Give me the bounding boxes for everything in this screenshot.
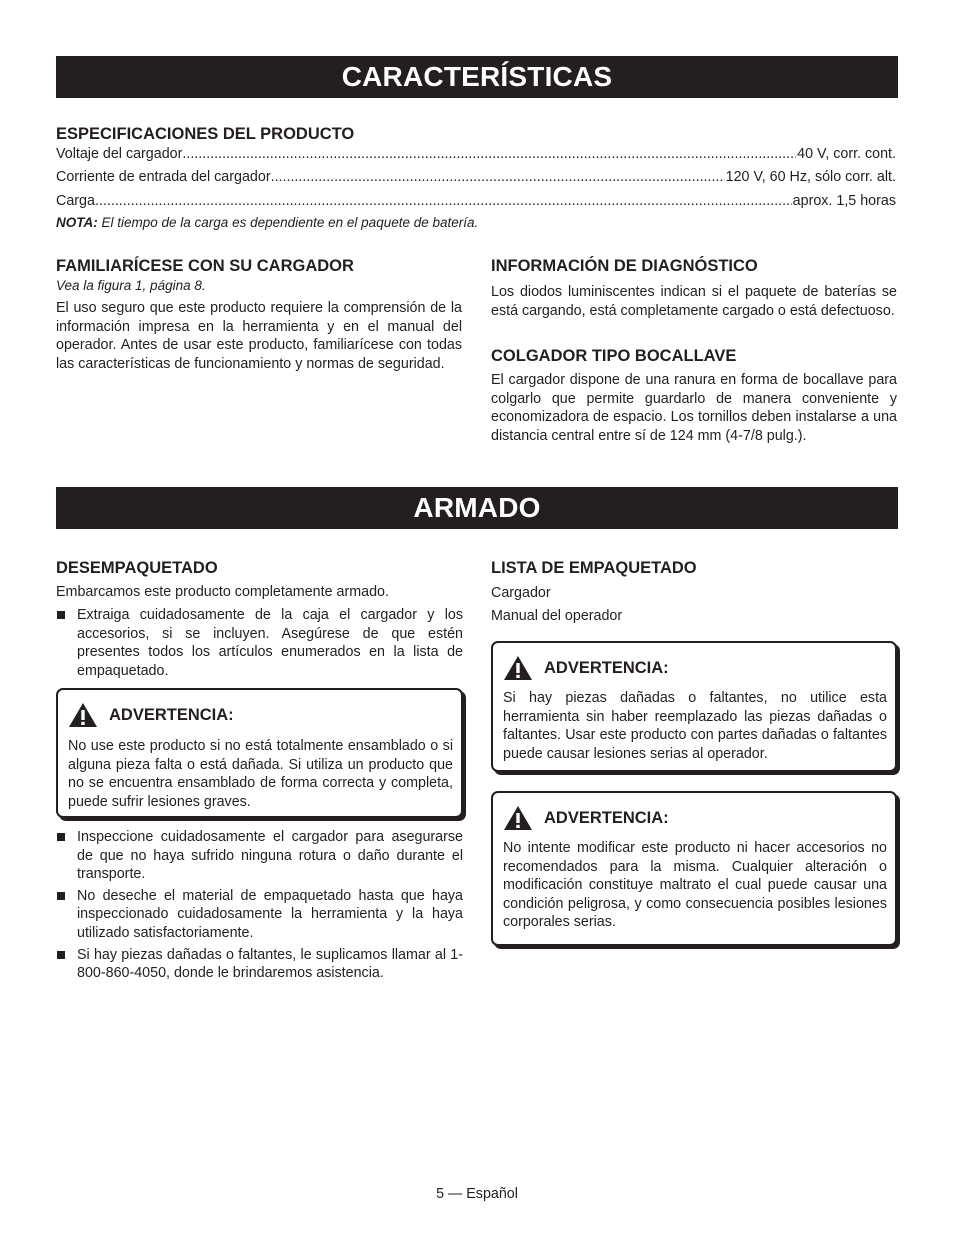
square-bullet-icon [57, 892, 65, 900]
spec-row [56, 145, 896, 163]
list-item-text: Extraiga cuidadosamente de la caja el cargador y los accesorios, si se incluyen. Asegúrese de que estén presentes todos los artículos enumerados en la lista de empaquetado. [77, 607, 463, 679]
warning-header [68, 702, 234, 728]
spec-row [56, 168, 896, 186]
bullet-list [56, 606, 463, 683]
spec-row [56, 192, 896, 210]
list-item [56, 887, 463, 943]
colgador-body: El cargador dispone de una ranura en forma de bocallave para colgarlo que permite guardarlo de manera conveniente y economizadora de espacio. Los tornillos deben instalarse a una distancia central entre sí de 124 mm (4-7/8 pulg.). [491, 372, 897, 444]
warning-text: No use este producto si no está totalmente ensamblado o si alguna pieza falta o está dañada. Si utiliza un producto que no se encuentra ensamblado de forma correcta y completa, puede sufrir lesiones graves. [68, 738, 453, 810]
desempaquetado-heading: DESEMPAQUETADO [56, 559, 218, 577]
lista-item: Cargador [491, 585, 551, 601]
list-item-text: Si hay piezas dañadas o faltantes, le suplicamos llamar al 1-800-860-4050, donde le brindaremos asistencia. [77, 946, 463, 982]
warning-header [503, 655, 669, 681]
square-bullet-icon [57, 951, 65, 959]
warning-text: Si hay piezas dañadas o faltantes, no utilice esta herramienta sin haber reemplazado las piezas dañadas o faltantes. Usar este producto con partes dañadas o faltantes puede causar lesiones serias al operador. [503, 690, 887, 762]
spec-label: Carga [56, 193, 95, 209]
warning-text: No intente modificar este producto ni hacer accesorios no recomendados para la misma. Cualquier alteración o modificación constituye maltrato el cual puede causar una condición peligrosa, y como consecuencia posibles lesiones corporales serias. [503, 840, 887, 931]
diagnostico-body: Los diodos luminiscentes indican si el paquete de baterías se está cargando, está completamente cargado o está defectuoso. [491, 284, 897, 319]
list-item-text: Inspeccione cuidadosamente el cargador para asegurarse de que no haya sufrido ninguna rotura o daño durante el transporte. [77, 829, 463, 883]
spec-label: Corriente de entrada del cargador [56, 169, 271, 185]
diagnostico-heading: INFORMACIÓN DE DIAGNÓSTICO [491, 257, 758, 275]
section-banner-caracteristicas: CARACTERÍSTICAS [56, 56, 898, 98]
list-item [56, 946, 463, 983]
dot-leader [271, 168, 725, 186]
dot-leader [182, 145, 796, 163]
figure-reference: Vea la figura 1, página 8. [56, 278, 206, 293]
note-text: El tiempo de la carga es dependiente en el paquete de batería. [97, 215, 479, 230]
warning-triangle-icon [68, 702, 98, 728]
warning-triangle-icon [503, 805, 533, 831]
square-bullet-icon [57, 833, 65, 841]
familiaricese-body: El uso seguro que este producto requiere la comprensión de la información impresa en la herramienta y en el manual del operador. Antes de usar este producto, familiarícese con todas las características de funcionamiento y normas de seguridad. [56, 300, 462, 372]
bullet-list [56, 828, 463, 986]
warning-box [491, 791, 897, 946]
warning-header [503, 805, 669, 831]
warning-title: ADVERTENCIA: [109, 705, 234, 724]
warning-title: ADVERTENCIA: [544, 658, 669, 677]
warning-box [56, 688, 463, 818]
page-footer: 5 — Español [436, 1186, 518, 1202]
colgador-heading: COLGADOR TIPO BOCALLAVE [491, 347, 737, 365]
section-banner-armado: ARMADO [56, 487, 898, 529]
spec-label: Voltaje del cargador [56, 146, 183, 162]
specs-heading: ESPECIFICACIONES DEL PRODUCTO [56, 125, 355, 143]
list-item [56, 606, 463, 680]
note-label: NOTA: [56, 215, 98, 230]
spec-value: 120 V, 60 Hz, sólo corr. alt. [725, 169, 896, 185]
desempaquetado-intro: Embarcamos este producto completamente armado. [56, 584, 389, 600]
square-bullet-icon [57, 611, 65, 619]
spec-value: aprox. 1,5 horas [792, 193, 896, 209]
lista-item: Manual del operador [491, 608, 623, 624]
dot-leader [95, 192, 792, 210]
familiaricese-heading: FAMILIARÍCESE CON SU CARGADOR [56, 257, 354, 275]
lista-heading: LISTA DE EMPAQUETADO [491, 559, 697, 577]
warning-title: ADVERTENCIA: [544, 808, 669, 827]
specs-note [56, 214, 896, 233]
spec-value: 40 V, corr. cont. [797, 146, 896, 162]
warning-triangle-icon [503, 655, 533, 681]
warning-box [491, 641, 897, 772]
list-item [56, 828, 463, 884]
list-item-text: No deseche el material de empaquetado hasta que haya inspeccionado cuidadosamente la herramienta y la haya utilizado satisfactoriamente. [77, 887, 463, 941]
